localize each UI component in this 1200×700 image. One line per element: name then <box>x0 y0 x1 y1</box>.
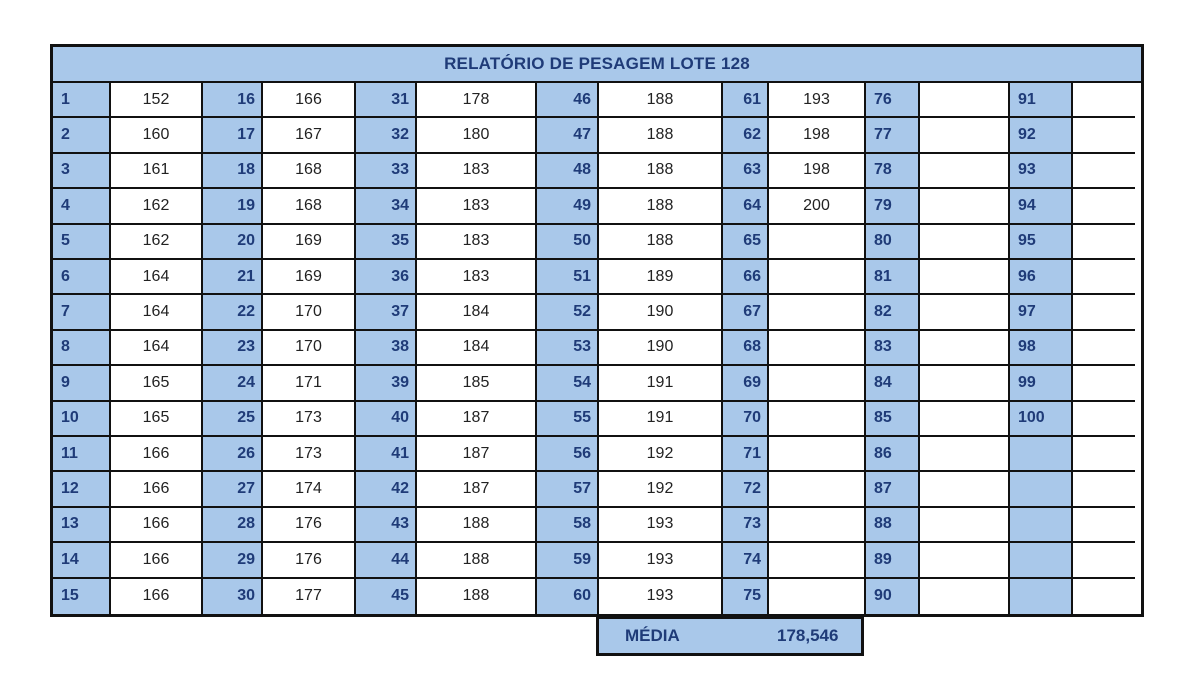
weight-cell: 176 <box>263 543 356 578</box>
animal-number-cell: 44 <box>356 543 417 578</box>
animal-number-cell: 5 <box>53 225 111 260</box>
animal-number-cell: 27 <box>203 472 263 507</box>
animal-number-cell: 56 <box>537 437 599 472</box>
animal-number-cell: 80 <box>866 225 920 260</box>
weight-cell: 161 <box>111 154 203 189</box>
animal-number-cell: 37 <box>356 295 417 330</box>
animal-number-cell: 47 <box>537 118 599 153</box>
animal-number-cell: 78 <box>866 154 920 189</box>
animal-number-cell: 75 <box>723 579 769 614</box>
weight-cell: 171 <box>263 366 356 401</box>
average-label: MÉDIA <box>625 626 680 645</box>
weight-cell <box>920 472 1010 507</box>
animal-number-cell: 29 <box>203 543 263 578</box>
animal-number-cell: 61 <box>723 83 769 118</box>
weight-cell: 167 <box>263 118 356 153</box>
animal-number-cell: 20 <box>203 225 263 260</box>
report-title: RELATÓRIO DE PESAGEM LOTE 128 <box>53 47 1141 83</box>
animal-number-cell: 6 <box>53 260 111 295</box>
animal-number-cell: 70 <box>723 402 769 437</box>
animal-number-cell: 67 <box>723 295 769 330</box>
animal-number-cell: 73 <box>723 508 769 543</box>
animal-number-cell: 59 <box>537 543 599 578</box>
weight-cell <box>920 331 1010 366</box>
weight-cell <box>920 366 1010 401</box>
weight-cell <box>1073 225 1135 260</box>
animal-number-cell: 11 <box>53 437 111 472</box>
weight-cell: 191 <box>599 402 723 437</box>
weight-cell <box>769 579 866 614</box>
weight-cell: 183 <box>417 260 537 295</box>
animal-number-cell: 2 <box>53 118 111 153</box>
animal-number-cell: 24 <box>203 366 263 401</box>
weight-cell <box>920 437 1010 472</box>
animal-number-cell: 30 <box>203 579 263 614</box>
animal-number-cell: 15 <box>53 579 111 614</box>
animal-number-cell: 25 <box>203 402 263 437</box>
animal-number-cell: 12 <box>53 472 111 507</box>
weight-cell <box>920 579 1010 614</box>
weight-cell <box>920 225 1010 260</box>
animal-number-cell: 13 <box>53 508 111 543</box>
weight-cell: 180 <box>417 118 537 153</box>
weight-cell: 188 <box>417 543 537 578</box>
animal-number-cell: 66 <box>723 260 769 295</box>
animal-number-cell: 90 <box>866 579 920 614</box>
animal-number-cell: 45 <box>356 579 417 614</box>
weight-cell: 160 <box>111 118 203 153</box>
weight-cell: 170 <box>263 331 356 366</box>
weight-cell: 183 <box>417 154 537 189</box>
weight-cell <box>769 543 866 578</box>
animal-number-cell: 52 <box>537 295 599 330</box>
weight-cell: 191 <box>599 366 723 401</box>
weight-cell: 189 <box>599 260 723 295</box>
animal-number-cell: 8 <box>53 331 111 366</box>
weight-cell <box>1073 260 1135 295</box>
weight-cell: 184 <box>417 295 537 330</box>
animal-number-cell: 49 <box>537 189 599 224</box>
animal-number-cell: 4 <box>53 189 111 224</box>
weight-cell: 164 <box>111 260 203 295</box>
animal-number-cell: 9 <box>53 366 111 401</box>
weight-cell: 185 <box>417 366 537 401</box>
animal-number-cell: 91 <box>1010 83 1073 118</box>
weight-cell: 166 <box>111 437 203 472</box>
weight-cell: 173 <box>263 402 356 437</box>
animal-number-cell: 3 <box>53 154 111 189</box>
animal-number-cell: 16 <box>203 83 263 118</box>
animal-number-cell: 64 <box>723 189 769 224</box>
weight-cell <box>769 225 866 260</box>
animal-number-cell: 74 <box>723 543 769 578</box>
animal-number-cell: 65 <box>723 225 769 260</box>
weight-cell: 166 <box>263 83 356 118</box>
weight-cell <box>1073 579 1135 614</box>
animal-number-cell: 89 <box>866 543 920 578</box>
weight-cell <box>920 402 1010 437</box>
animal-number-cell: 22 <box>203 295 263 330</box>
weight-cell <box>769 472 866 507</box>
weight-cell <box>1073 331 1135 366</box>
weight-cell: 176 <box>263 508 356 543</box>
animal-number-cell: 34 <box>356 189 417 224</box>
animal-number-cell: 99 <box>1010 366 1073 401</box>
weight-cell <box>1073 508 1135 543</box>
animal-number-cell: 100 <box>1010 402 1073 437</box>
weight-cell <box>1073 118 1135 153</box>
weight-cell <box>1073 472 1135 507</box>
weight-cell <box>1073 543 1135 578</box>
animal-number-cell: 79 <box>866 189 920 224</box>
weight-cell <box>1073 83 1135 118</box>
animal-number-cell: 19 <box>203 189 263 224</box>
weight-cell: 170 <box>263 295 356 330</box>
weight-cell <box>769 508 866 543</box>
animal-number-cell: 92 <box>1010 118 1073 153</box>
weight-cell <box>1073 295 1135 330</box>
animal-number-cell: 96 <box>1010 260 1073 295</box>
animal-number-cell: 57 <box>537 472 599 507</box>
weight-cell: 164 <box>111 331 203 366</box>
weight-cell <box>920 189 1010 224</box>
animal-number-cell: 94 <box>1010 189 1073 224</box>
weighing-grid <box>53 83 1141 614</box>
animal-number-cell: 48 <box>537 154 599 189</box>
animal-number-cell: 42 <box>356 472 417 507</box>
animal-number-cell: 31 <box>356 83 417 118</box>
animal-number-cell: 72 <box>723 472 769 507</box>
weighing-report-table <box>50 44 1144 617</box>
weight-cell <box>920 295 1010 330</box>
animal-number-cell: 35 <box>356 225 417 260</box>
weight-cell: 166 <box>111 508 203 543</box>
animal-number-cell: 97 <box>1010 295 1073 330</box>
animal-number-cell: 10 <box>53 402 111 437</box>
weight-cell: 190 <box>599 331 723 366</box>
weight-cell <box>920 260 1010 295</box>
weight-cell <box>920 118 1010 153</box>
animal-number-cell: 69 <box>723 366 769 401</box>
weight-cell: 188 <box>599 83 723 118</box>
animal-number-cell: 84 <box>866 366 920 401</box>
animal-number-cell: 51 <box>537 260 599 295</box>
animal-number-cell: 21 <box>203 260 263 295</box>
average-summary <box>596 616 864 656</box>
animal-number-cell: 68 <box>723 331 769 366</box>
weight-cell: 166 <box>111 543 203 578</box>
weight-cell: 187 <box>417 437 537 472</box>
weight-cell: 165 <box>111 366 203 401</box>
weight-cell: 198 <box>769 118 866 153</box>
weight-cell: 165 <box>111 402 203 437</box>
weight-cell: 193 <box>599 579 723 614</box>
animal-number-cell: 40 <box>356 402 417 437</box>
weight-cell: 173 <box>263 437 356 472</box>
animal-number-cell: 86 <box>866 437 920 472</box>
animal-number-cell <box>1010 508 1073 543</box>
animal-number-cell: 87 <box>866 472 920 507</box>
weight-cell: 192 <box>599 472 723 507</box>
weight-cell: 169 <box>263 260 356 295</box>
weight-cell: 183 <box>417 189 537 224</box>
animal-number-cell: 18 <box>203 154 263 189</box>
animal-number-cell: 93 <box>1010 154 1073 189</box>
animal-number-cell: 71 <box>723 437 769 472</box>
weight-cell <box>769 437 866 472</box>
weight-cell: 174 <box>263 472 356 507</box>
weight-cell: 168 <box>263 189 356 224</box>
animal-number-cell: 7 <box>53 295 111 330</box>
weight-cell: 193 <box>769 83 866 118</box>
weight-cell <box>920 543 1010 578</box>
animal-number-cell <box>1010 543 1073 578</box>
animal-number-cell: 32 <box>356 118 417 153</box>
weight-cell <box>1073 437 1135 472</box>
weight-cell <box>920 154 1010 189</box>
animal-number-cell: 85 <box>866 402 920 437</box>
animal-number-cell: 17 <box>203 118 263 153</box>
animal-number-cell: 23 <box>203 331 263 366</box>
weight-cell <box>1073 402 1135 437</box>
animal-number-cell: 14 <box>53 543 111 578</box>
animal-number-cell: 62 <box>723 118 769 153</box>
weight-cell <box>769 331 866 366</box>
weight-cell: 187 <box>417 402 537 437</box>
animal-number-cell: 1 <box>53 83 111 118</box>
weight-cell: 193 <box>599 543 723 578</box>
weight-cell: 188 <box>417 508 537 543</box>
weight-cell: 198 <box>769 154 866 189</box>
animal-number-cell: 38 <box>356 331 417 366</box>
weight-cell: 188 <box>599 118 723 153</box>
animal-number-cell: 43 <box>356 508 417 543</box>
weight-cell <box>769 402 866 437</box>
weight-cell: 193 <box>599 508 723 543</box>
animal-number-cell: 54 <box>537 366 599 401</box>
animal-number-cell: 95 <box>1010 225 1073 260</box>
animal-number-cell: 33 <box>356 154 417 189</box>
animal-number-cell: 76 <box>866 83 920 118</box>
weight-cell <box>920 508 1010 543</box>
weight-cell: 188 <box>599 225 723 260</box>
weight-cell: 169 <box>263 225 356 260</box>
animal-number-cell: 98 <box>1010 331 1073 366</box>
animal-number-cell: 36 <box>356 260 417 295</box>
animal-number-cell: 39 <box>356 366 417 401</box>
weight-cell: 177 <box>263 579 356 614</box>
weight-cell <box>1073 189 1135 224</box>
animal-number-cell: 63 <box>723 154 769 189</box>
animal-number-cell: 81 <box>866 260 920 295</box>
weight-cell: 162 <box>111 225 203 260</box>
animal-number-cell: 77 <box>866 118 920 153</box>
animal-number-cell: 50 <box>537 225 599 260</box>
weight-cell <box>769 260 866 295</box>
animal-number-cell <box>1010 437 1073 472</box>
average-value: 178,546 <box>777 626 839 645</box>
weight-cell: 162 <box>111 189 203 224</box>
animal-number-cell: 60 <box>537 579 599 614</box>
weight-cell <box>769 295 866 330</box>
weight-cell: 183 <box>417 225 537 260</box>
weight-cell <box>769 366 866 401</box>
weight-cell: 200 <box>769 189 866 224</box>
animal-number-cell: 58 <box>537 508 599 543</box>
animal-number-cell: 28 <box>203 508 263 543</box>
animal-number-cell: 53 <box>537 331 599 366</box>
animal-number-cell: 88 <box>866 508 920 543</box>
weight-cell: 166 <box>111 579 203 614</box>
weight-cell: 166 <box>111 472 203 507</box>
weight-cell: 178 <box>417 83 537 118</box>
weight-cell <box>1073 154 1135 189</box>
animal-number-cell <box>1010 579 1073 614</box>
animal-number-cell: 41 <box>356 437 417 472</box>
weight-cell: 187 <box>417 472 537 507</box>
weight-cell: 188 <box>599 154 723 189</box>
weight-cell: 152 <box>111 83 203 118</box>
animal-number-cell: 83 <box>866 331 920 366</box>
weight-cell: 168 <box>263 154 356 189</box>
animal-number-cell: 26 <box>203 437 263 472</box>
weight-cell: 164 <box>111 295 203 330</box>
weight-cell: 188 <box>417 579 537 614</box>
weight-cell: 188 <box>599 189 723 224</box>
weight-cell: 192 <box>599 437 723 472</box>
animal-number-cell: 55 <box>537 402 599 437</box>
weight-cell: 190 <box>599 295 723 330</box>
weight-cell: 184 <box>417 331 537 366</box>
animal-number-cell <box>1010 472 1073 507</box>
weight-cell <box>920 83 1010 118</box>
animal-number-cell: 46 <box>537 83 599 118</box>
weight-cell <box>1073 366 1135 401</box>
animal-number-cell: 82 <box>866 295 920 330</box>
